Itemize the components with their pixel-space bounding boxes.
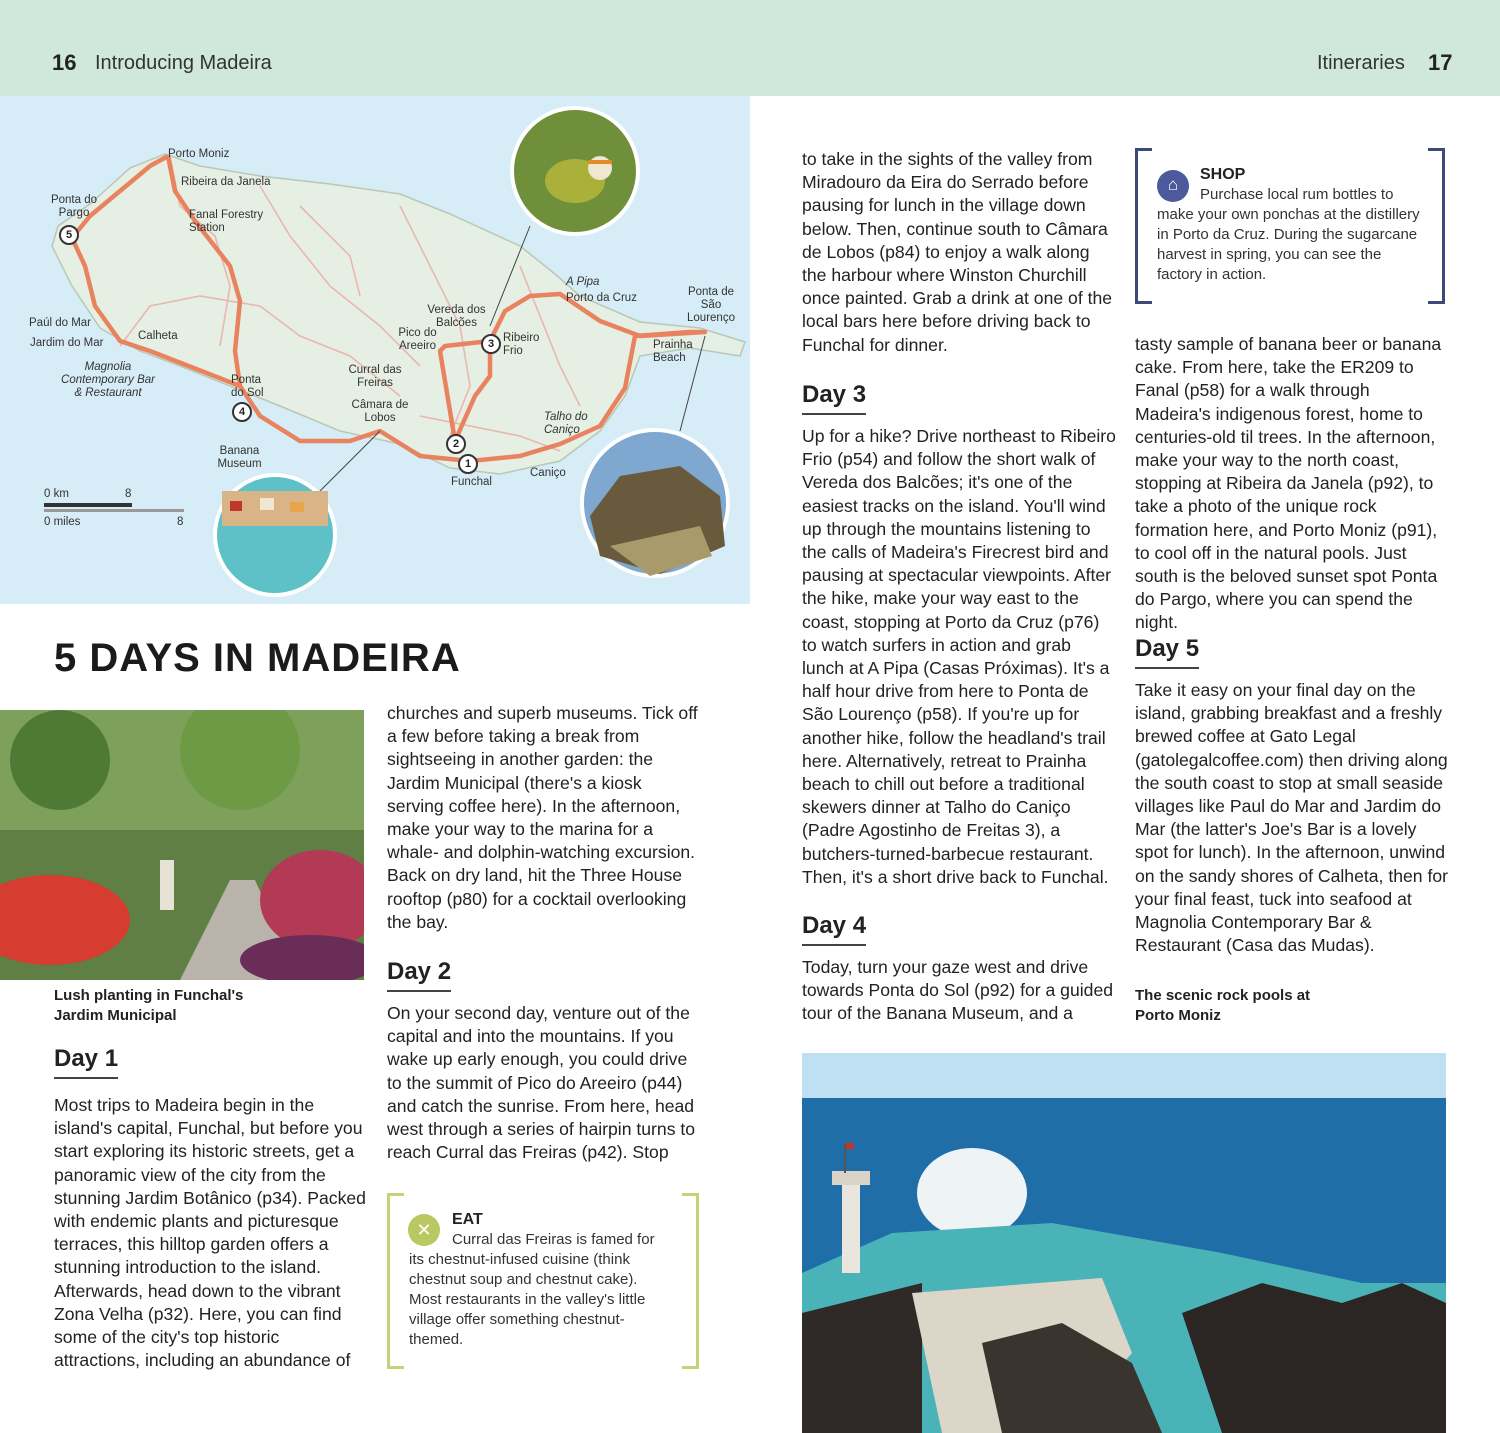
map-label-canico: Caniço: [530, 467, 566, 479]
rock-pools-caption: The scenic rock pools at Porto Moniz: [1135, 987, 1311, 1024]
map-label-ribeira-da-janela: Ribeira da Janela: [181, 176, 271, 188]
page-title: 5 DAYS IN MADEIRA: [54, 636, 461, 680]
map-label-jardim-do-mar: Jardim do Mar: [30, 337, 104, 349]
map-label-vereda: Vereda dos Balcões: [427, 304, 486, 329]
map-label-ribeiro-frio: Ribeiro Frio: [503, 332, 540, 357]
map-stop-2: 2: [446, 434, 466, 454]
day1-paragraph-cont: churches and superb museums. Tick off a few before taking a break from sightseeing in another garden: the Jardim Municipal (there's a kiosk serving coffee here). In the afternoon, make your way to the marina for a whale- and dolphin-watching excursion. Back on dry land, hit the Three House rooftop (p80) for a cocktail overlooking the bay.: [387, 703, 698, 932]
shopping-bag-icon: ⌂: [1157, 170, 1189, 202]
day2-paragraph-cont: to take in the sights of the valley from Miradouro da Eira do Serrado before pausing for lunch in the village down below. Then, continue south to Câmara de Lobos (p84) to enjoy a walk along the harbour where Winston Churchill once painted. Grab a drink at one of the local bars here before driving back to Funchal for dinner.: [802, 149, 1113, 355]
day4-paragraph-cont: tasty sample of banana beer or banana cake. From here, take the ER209 to Fanal (p58) for a walk through Madeira's indigenous forest, home to centuries-old til trees. In the afternoon, make your way to the north coast, stopping at Ribeira da Janela (p92), to take a photo of the unique rock formation here, and Porto Moniz (p91), to cool off in the natural pools. Just south is the beloved sunset spot Ponta do Pargo, where you can spend the night.: [1135, 334, 1442, 633]
scale-miles-value: 8: [177, 516, 184, 528]
shop-bracket-left: [1135, 148, 1152, 304]
day4-paragraph: Today, turn your gaze west and drive towards Ponta do Sol (p92) for a guided tour of the Banana Museum, and a: [802, 957, 1114, 1024]
eat-box: [409, 1210, 671, 1350]
page-number-right: 17: [1428, 50, 1453, 75]
map-label-magnolia: Magnolia Contemporary Bar & Restaurant: [61, 361, 155, 399]
map-stop-4: 4: [232, 402, 252, 422]
map-label-porto-da-cruz: Porto da Cruz: [566, 292, 637, 304]
day4-text-cont: [1135, 333, 1450, 635]
section-title-right: Itineraries: [1317, 52, 1405, 74]
day5-text: [1135, 679, 1450, 957]
map-stop-1: 1: [458, 454, 478, 474]
shop-box: [1157, 165, 1422, 285]
shop-text: Purchase local rum bottles to make your own ponchas at the distillery in Porto da Cruz. During the sugarcane harvest in spring, you can see the factory in action.: [1157, 186, 1420, 283]
map-stop-5: 5: [59, 225, 79, 245]
map-label-a-pipa: A Pipa: [566, 276, 600, 288]
map-label-prainha-beach: Prainha Beach: [653, 339, 693, 364]
eat-icon: ✕: [408, 1214, 440, 1246]
day3-paragraph: Up for a hike? Drive northeast to Ribeiro Frio (p54) and follow the short walk of Vereda dos Balcões; it's one of the easiest tracks on the island. You'll wind up through the mountains listening to the calls of Madeira's Firecrest bird and pausing at spectacular viewpoints. After the hike, make your way east to the coast, stopping at Porto da Cruz (p76) to watch surfers in action and grab lunch at A Pipa (Casas Próximas). It's a half hour drive from here to Ponta de São Lourenço (p58). If you're up for another hike, follow the headland's trail here. Alternatively, retreat to Prainha beach to chill out before a traditional skewers dinner at Talho do Caniço (Padre Agostinho de Freitas 3), a butchers-turned-barbecue restaurant. Then, it's a short drive back to Funchal.: [802, 426, 1116, 887]
eat-label: EAT: [452, 1211, 483, 1228]
map-label-ponta-do-sol: Ponta do Sol: [231, 374, 264, 399]
day1-text-cont: [387, 702, 699, 934]
garden-photo: [0, 710, 364, 980]
eat-bracket-right: [682, 1193, 699, 1369]
map-label-fanal: Fanal Forestry Station: [189, 209, 264, 234]
eat-bracket-left: [387, 1193, 404, 1369]
map-scale: [44, 503, 184, 512]
map-label-banana-museum: Banana Museum: [217, 445, 262, 470]
map-label-curral-das-freiras: Curral das Freiras: [348, 364, 402, 389]
map-label-funchal: Funchal: [451, 476, 492, 488]
garden-photo-caption: Lush planting in Funchal's Jardim Municipal: [54, 987, 244, 1024]
bird-photo: [512, 108, 638, 234]
day2-paragraph: On your second day, venture out of the capital and into the mountains. If you wake up early enough, you could drive to the summit of Pico do Areeiro (p44) and catch the sunrise. From here, head west through a series of hairpin turns to reach Curral das Freiras (p42). Stop: [387, 1003, 696, 1163]
map-label-paul-do-mar: Paúl do Mar: [29, 317, 92, 329]
harbour-photo: [215, 475, 335, 595]
day2-text-cont: [802, 148, 1114, 357]
day1-text: [54, 1094, 366, 1372]
shop-label: SHOP: [1200, 166, 1246, 183]
route-map: [0, 96, 750, 604]
day3-heading: Day 3: [802, 381, 866, 415]
section-title-left: Introducing Madeira: [95, 52, 272, 74]
eat-text: Curral das Freiras is famed for its chestnut-infused cuisine (think chestnut soup and chestnut cake). Most restaurants in the valley's little village offer something chestnut-themed.: [409, 1231, 655, 1348]
scale-miles-label: 0 miles: [44, 516, 81, 528]
map-label-porto-moniz: Porto Moniz: [168, 148, 230, 160]
scale-km-value: 8: [125, 488, 132, 500]
map-stop-3: 3: [481, 334, 501, 354]
day5-heading: Day 5: [1135, 635, 1199, 669]
rock-pools-photo: [802, 1053, 1446, 1433]
day2-heading: Day 2: [387, 958, 451, 992]
map-graphic: [0, 96, 750, 604]
day4-heading: Day 4: [802, 912, 866, 946]
day3-text: [802, 425, 1116, 889]
shop-bracket-right: [1428, 148, 1445, 304]
map-label-pico-do-areeiro: Pico do Areeiro: [398, 327, 437, 352]
map-label-ponta-sao-lourenco: Ponta de São Lourenço: [687, 286, 735, 324]
page-header: [0, 0, 1500, 96]
page-number-left: 16: [52, 50, 77, 75]
day1-paragraph: Most trips to Madeira begin in the island's capital, Funchal, but before you start exploring its historic streets, get a panoramic view of the city from the stunning Jardim Botânico (p34). Packed with endemic plants and picturesque terraces, this hilltop garden offers a stunning introduction to the island. Afterwards, head down to the vibrant Zona Velha (p32). Here, you can find some of the city's top historic attractions, including an abundance of: [54, 1095, 366, 1371]
day5-paragraph: Take it easy on your final day on the island, grabbing breakfast and a freshly brewed coffee at Gato Legal (gatolegalcoffee.com) then driving along the south coast to stop at small seaside villages like Paul do Mar and Jardim do Mar (the latter's Joe's Bar is a lovely spot for lunch). In the afternoon, unwind on the sandy shores of Calheta, then for your final feast, tuck into seafood at Magnolia Contemporary Bar & Restaurant (Casa das Mudas).: [1135, 680, 1448, 956]
day2-text: [387, 1002, 699, 1164]
day4-text: [802, 956, 1116, 1026]
scale-km-label: 0 km: [44, 488, 69, 500]
map-label-calheta: Calheta: [138, 330, 178, 342]
map-label-camara-de-lobos: Câmara de Lobos: [351, 399, 409, 424]
day1-heading: Day 1: [54, 1045, 118, 1079]
map-label-talho-do-canico: Talho do Caniço: [544, 411, 588, 436]
map-label-ponta-do-pargo: Ponta do Pargo: [50, 194, 98, 219]
coastline-photo: [582, 430, 728, 576]
